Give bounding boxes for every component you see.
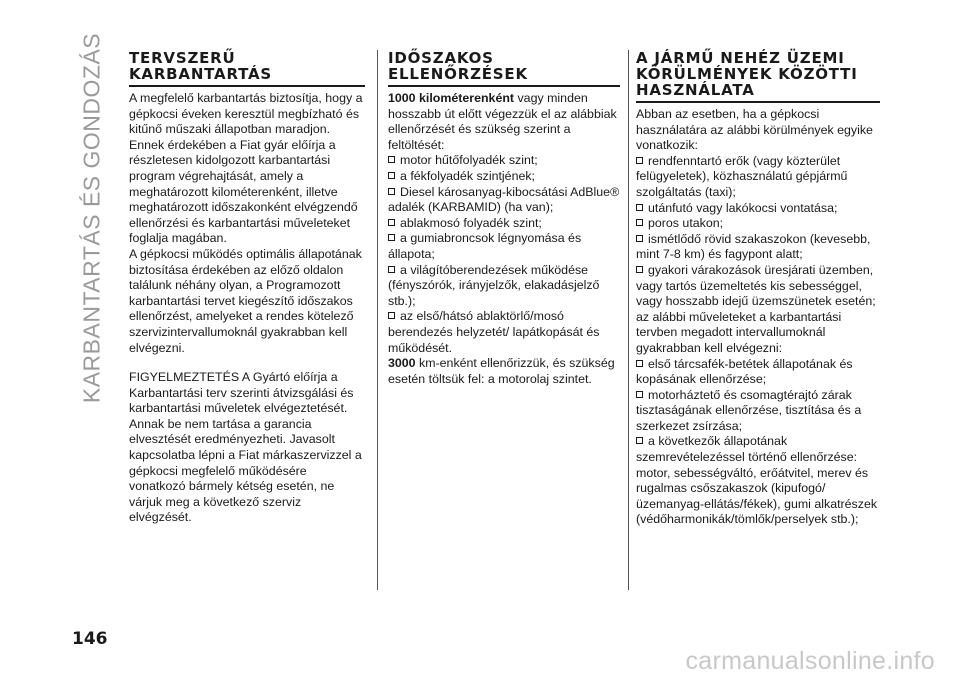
list-item-text: a gumiabroncsok légnyomása és állapota; xyxy=(388,231,582,261)
section-heading-line: TERVSZERŰ xyxy=(129,49,236,67)
list-item-text: motor hűtőfolyadék szint; xyxy=(400,153,538,168)
square-bullet-icon xyxy=(388,266,395,273)
list-item-text: az első/hátsó ablaktörlő/mosó berendezés helyzetét/ lapátkopását és működését. xyxy=(388,309,600,355)
square-bullet-icon xyxy=(636,266,643,273)
list-item xyxy=(388,231,620,262)
paragraph: Abban az esetben, ha a gépkocsi használatára az alábbi körülmények egyike vonatkozik: xyxy=(636,107,873,153)
paragraph-text: km-enként ellenőrizzük, és szükség esetén töltsük fel: a motorolaj szintet. xyxy=(388,356,615,386)
column-1 xyxy=(129,50,365,526)
column-divider xyxy=(377,50,378,590)
bullet-list xyxy=(388,153,620,356)
square-bullet-icon xyxy=(388,219,395,226)
list-item-text: Diesel károsanyag-kibocsátási AdBlue® adalék (KARBAMID) (ha van); xyxy=(388,184,620,215)
heading-rule xyxy=(636,101,880,103)
list-item-text: gyakori várakozások üresjárati üzemben, vagy tartós üzemeltetés kis sebességgel, vagy hosszabb idejű üzemszünetek esetén; xyxy=(636,262,876,309)
list-item xyxy=(388,169,620,185)
list-item-text: motorháztető és csomagtérajtó zárak tisztaságának ellenőrzése, tisztítása és a szerkezet zsírzása; xyxy=(636,387,862,433)
square-bullet-icon xyxy=(388,156,395,163)
list-item-text: ablakmosó folyadék szint; xyxy=(400,215,542,230)
section-heading-line: A JÁRMŰ NEHÉZ ÜZEMI xyxy=(636,49,845,67)
heading-rule xyxy=(129,85,365,87)
list-item xyxy=(636,357,880,388)
list-item-text: a világítóberendezések működése (fényszórók, irányjelzők, elakadásjelző stb.); xyxy=(388,262,600,308)
section-heading-line: HASZNÁLATA xyxy=(636,81,755,99)
column-divider xyxy=(628,50,629,590)
square-bullet-icon xyxy=(636,391,643,398)
section-heading-line: KARBANTARTÁS xyxy=(129,65,273,83)
list-item-text: a következők állapotának szemrevételezéssel történő ellenőrzése: motor, sebességváltó, erőátvitel, merev és rugalmas csőszakaszok (kipufogó/üzemanyag-ellátás/fékek), gumi alkatrészek (védőharmonikák/tömlők/perselyek stb.); xyxy=(636,434,878,527)
paragraph: A gépkocsi működés optimális állapotának biztosítása érdekében az előző oldalon találunk néhány olyan, a Programozott karbantartási tervet kiegészítő időszakos ellenőrzést, amelyeket a rendes kötelező szervizintervallumoknál gyakrabban kell elvégezni. xyxy=(129,246,362,355)
bold-lead: 3000 xyxy=(388,356,416,371)
list-item xyxy=(636,232,880,263)
paragraph: A megfelelő karbantartás biztosítja, hogy a gépkocsi éveken keresztül megbízható és kitűnő műszaki állapotban maradjon. Ennek érdekében a Fiat gyár előírja a részletesen kidolgozott karbantartási program végrehajtását, amely a meghatározott kilométerenként, illetve meghatározott időszakonként elvégzendő ellenőrzési és karbantartási műveleteket foglalja magában. xyxy=(129,91,363,246)
column-2 xyxy=(388,50,620,387)
square-bullet-icon xyxy=(388,234,395,241)
chapter-title-text: KARBANTARTÁS ÉS GONDOZÁS xyxy=(78,32,105,404)
section-heading-line: KÖRÜLMÉNYEK KÖZÖTTI xyxy=(636,65,858,83)
list-item-text: utánfutó vagy lakókocsi vontatása; xyxy=(648,200,838,215)
list-item xyxy=(636,263,880,310)
paragraph-text: vagy minden hosszabb út előtt végezzük el az alábbiak ellenőrzését és szükség szerint a feltöltését: xyxy=(388,91,617,152)
heading-rule xyxy=(388,85,620,87)
section-heading-line: IDŐSZAKOS xyxy=(388,49,494,67)
warning-paragraph: FIGYELMEZTETÉS A Gyártó előírja a Karbantartási terv szerinti átvizsgálási és karbantartási műveletek elvégeztetését. Annak be nem tartása a garancia elvesztését eredményezheti. Javasolt kapcsolatba lépni a Fiat márkaszervizzel a gépkocsi megfelelő működésére vonatkozó bármely kétség esetén, ne várjuk meg a következő szerviz elvégzését. xyxy=(129,370,362,525)
page-number: 146 xyxy=(72,629,108,649)
square-bullet-icon xyxy=(388,188,395,195)
list-item-text: a fékfolyadék szintjének; xyxy=(400,168,535,183)
list-item-text: poros utakon; xyxy=(648,216,724,231)
paragraph xyxy=(388,356,620,387)
list-item xyxy=(388,309,620,356)
square-bullet-icon xyxy=(636,437,643,444)
square-bullet-icon xyxy=(636,235,643,242)
list-item xyxy=(388,216,620,232)
bold-lead: 1000 kilométerenként xyxy=(388,91,515,105)
section-heading-line: ELLENŐRZÉSEK xyxy=(388,65,528,83)
list-item xyxy=(636,434,880,528)
list-item xyxy=(636,216,880,232)
watermark-text: carmanualsonline.info xyxy=(685,647,935,675)
list-item xyxy=(636,201,880,217)
list-item xyxy=(388,153,620,169)
list-item xyxy=(636,388,880,435)
square-bullet-icon xyxy=(388,172,395,179)
list-item xyxy=(388,263,620,310)
square-bullet-icon xyxy=(636,219,643,226)
square-bullet-icon xyxy=(388,312,395,319)
square-bullet-icon xyxy=(636,157,643,164)
square-bullet-icon xyxy=(636,360,643,367)
paragraph: az alábbi műveleteket a karbantartási tervben megadott intervallumoknál gyakrabban kell elvégezni: xyxy=(636,309,842,355)
paragraph xyxy=(388,91,620,153)
list-item xyxy=(636,154,880,201)
square-bullet-icon xyxy=(636,204,643,211)
chapter-side-title xyxy=(72,32,112,404)
list-item-text: első tárcsafék-betétek állapotának és kopásának ellenőrzése; xyxy=(636,356,853,387)
list-item xyxy=(388,185,620,216)
list-item-text: ismétlődő rövid szakaszokon (kevesebb, mint 7-8 km) és fagypont alatt; xyxy=(636,231,871,262)
column-3 xyxy=(636,50,880,528)
list-item-text: rendfenntartó erők (vagy közterület felügyeletek), közhasználatú gépjármű szolgáltatás (taxi); xyxy=(636,153,848,199)
